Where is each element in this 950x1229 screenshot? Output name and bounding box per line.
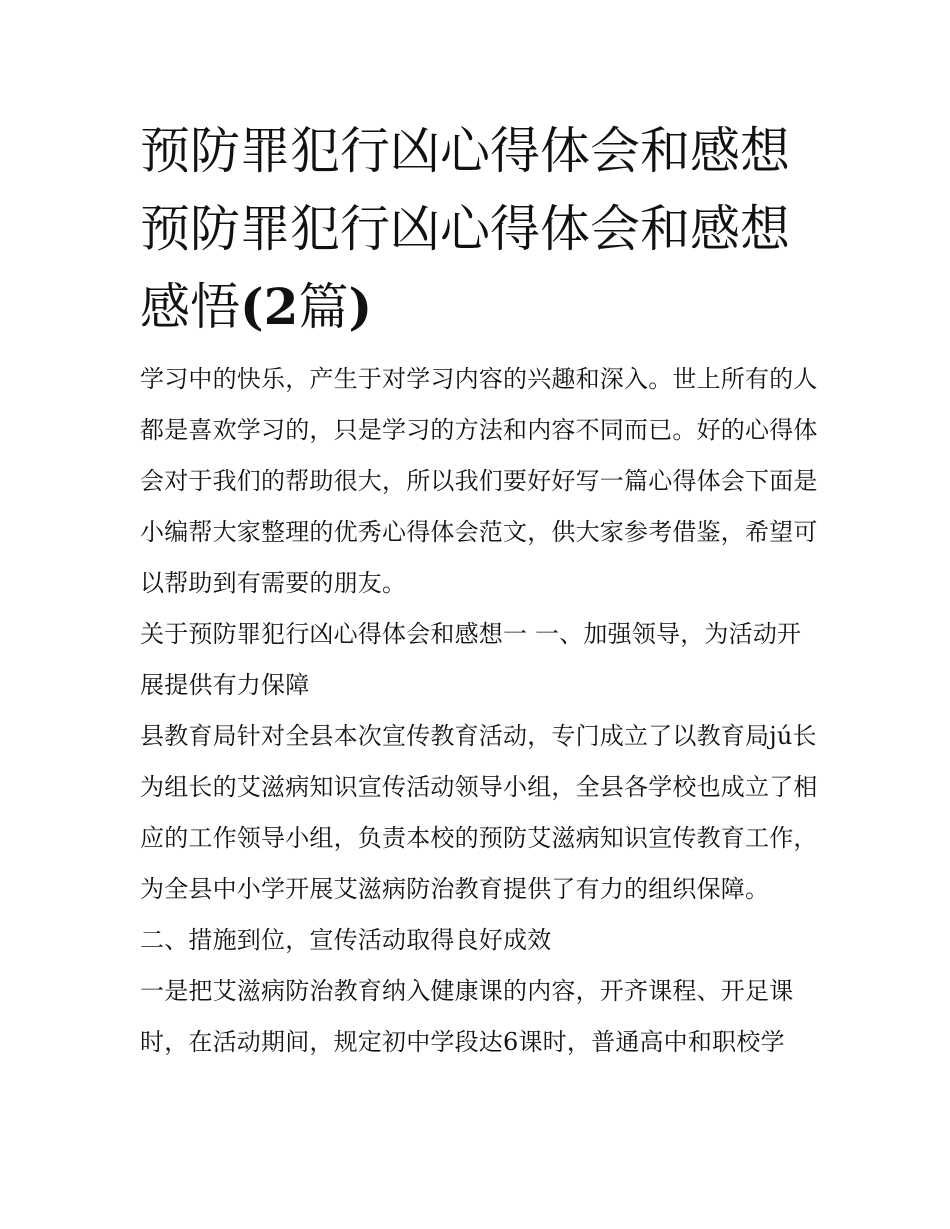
paragraph-intro: 学习中的快乐，产生于对学习内容的兴趣和深入。世上所有的人都是喜欢学习的，只是学习的方法和内容不同而已。好的心得体会对于我们的帮助很大，所以我们要好好写一篇心得体会下面是小编帮大家整理的优秀心得体会范文，供大家参考借鉴，希望可以帮助到有需要的朋友。 <box>140 365 818 597</box>
title-line-3-count: (2 <box>240 277 299 336</box>
title-line-3-suffix: 篇 <box>298 278 349 336</box>
title-line-3-prefix: 感悟 <box>140 278 240 336</box>
paragraph-heading-1: 关于预防罪犯行凶心得体会和感想一 一、加强领导，为活动开展提供有力保障 <box>140 620 802 699</box>
paragraph-heading-2: 二、措施到位，宣传活动取得良好成效 <box>140 926 552 954</box>
title-line-1: 预防罪犯行凶心得体会和感想 <box>140 122 790 180</box>
document-body <box>140 354 820 1068</box>
paragraph-section-2: 一是把艾滋病防治教育纳入健康课的内容，开齐课程、开足课时，在活动期间，规定初中学段达6课时，普通高中和职校学 <box>140 977 794 1056</box>
paragraph-section-1: 县教育局针对全县本次宣传教育活动，专门成立了以教育局jú长为组长的艾滋病知识宣传活动领导小组，全县各学校也成立了相应的工作领导小组，负责本校的预防艾滋病知识宣传教育工作，为全县中小学开展艾滋病防治教育提供了有力的组织保障。 <box>140 722 818 903</box>
title-line-2: 预防罪犯行凶心得体会和感想 <box>140 200 790 258</box>
title-line-3-close: ) <box>348 277 373 336</box>
document-title <box>140 112 830 346</box>
